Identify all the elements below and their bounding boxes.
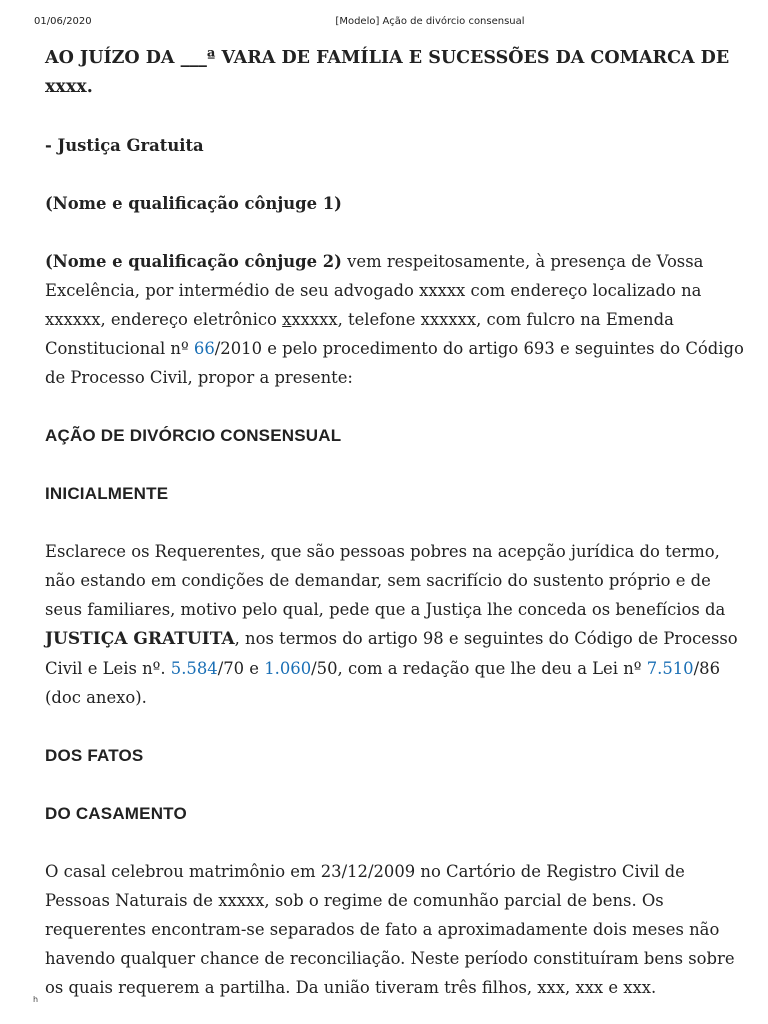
link-lei-5584[interactable]: 5.584 [170,659,218,678]
link-ec-66[interactable]: 66 [193,339,215,358]
link-lei-7510[interactable]: 7.510 [646,659,694,678]
initially-text-2: , nos termos do artigo 98 e seguintes do Código de Processo Civil e Leis nº. [45,629,738,678]
print-title: [Modelo] Ação de divórcio consensual [335,16,525,27]
spouse1-qualification: (Nome e qualificação cônjuge 1) [45,194,342,213]
intro-text-2: xxxxx, telefone xxxxxx, com fulcro na Emenda Constitucional nº [45,310,674,358]
page-corner-mark: h [33,995,39,1004]
justica-gratuita-strong: JUSTIÇA GRATUITA [45,629,235,649]
document-body [45,44,745,1002]
initially-title: INICIALMENTE [45,484,169,503]
initially-text-4: /50, com a redação que lhe deu a Lei nº [311,659,647,678]
action-title: AÇÃO DE DIVÓRCIO CONSENSUAL [45,426,342,445]
marriage-title: DO CASAMENTO [45,804,187,823]
intro-paragraph [45,247,745,392]
initially-text-3: /70 e [217,659,265,678]
facts-title: DOS FATOS [45,746,144,765]
gratuity-line: - Justiça Gratuita [45,136,204,155]
marriage-paragraph: O casal celebrou matrimônio em 23/12/2009 no Cartório de Registro Civil de Pessoas Naturais de xxxxx, sob o regime de comunhão parcial de bens. Os requerentes encontram-se separados de fato a aproximadamente dois meses não havendo qualquer chance de reconciliação. Neste período constituíram bens sobre os quais requerem a partilha. Da união tiveram três filhos, xxx, xxx e xxx. [45,862,735,997]
initially-text-1: Esclarece os Requerentes, que são pessoas pobres na acepção jurídica do termo, não estando em condições de demandar, sem sacrifício do sustento próprio e de seus familiares, motivo pelo qual, pede que a Justiça lhe conceda os benefícios da [45,542,726,619]
court-heading: AO JUÍZO DA ___ª VARA DE FAMÍLIA E SUCESSÕES DA COMARCA DE xxxx. [45,48,730,97]
print-header [0,16,768,30]
initially-paragraph [45,537,745,712]
print-date: 01/06/2020 [34,16,92,27]
initially-text-5: /86 (doc anexo). [45,659,721,707]
intro-text-underlined: x [282,310,292,329]
link-lei-1060[interactable]: 1.060 [264,659,312,678]
intro-text-1: vem respeitosamente, à presença de Vossa Excelência, por intermédio de seu advogado xxxxx com endereço localizado na xxxxxx, endereço eletrônico [45,252,704,329]
spouse2-qualification: (Nome e qualificação cônjuge 2) [45,252,342,271]
intro-text-3: /2010 e pelo procedimento do artigo 693 e seguintes do Código de Processo Civil, propor a presente: [45,339,744,387]
